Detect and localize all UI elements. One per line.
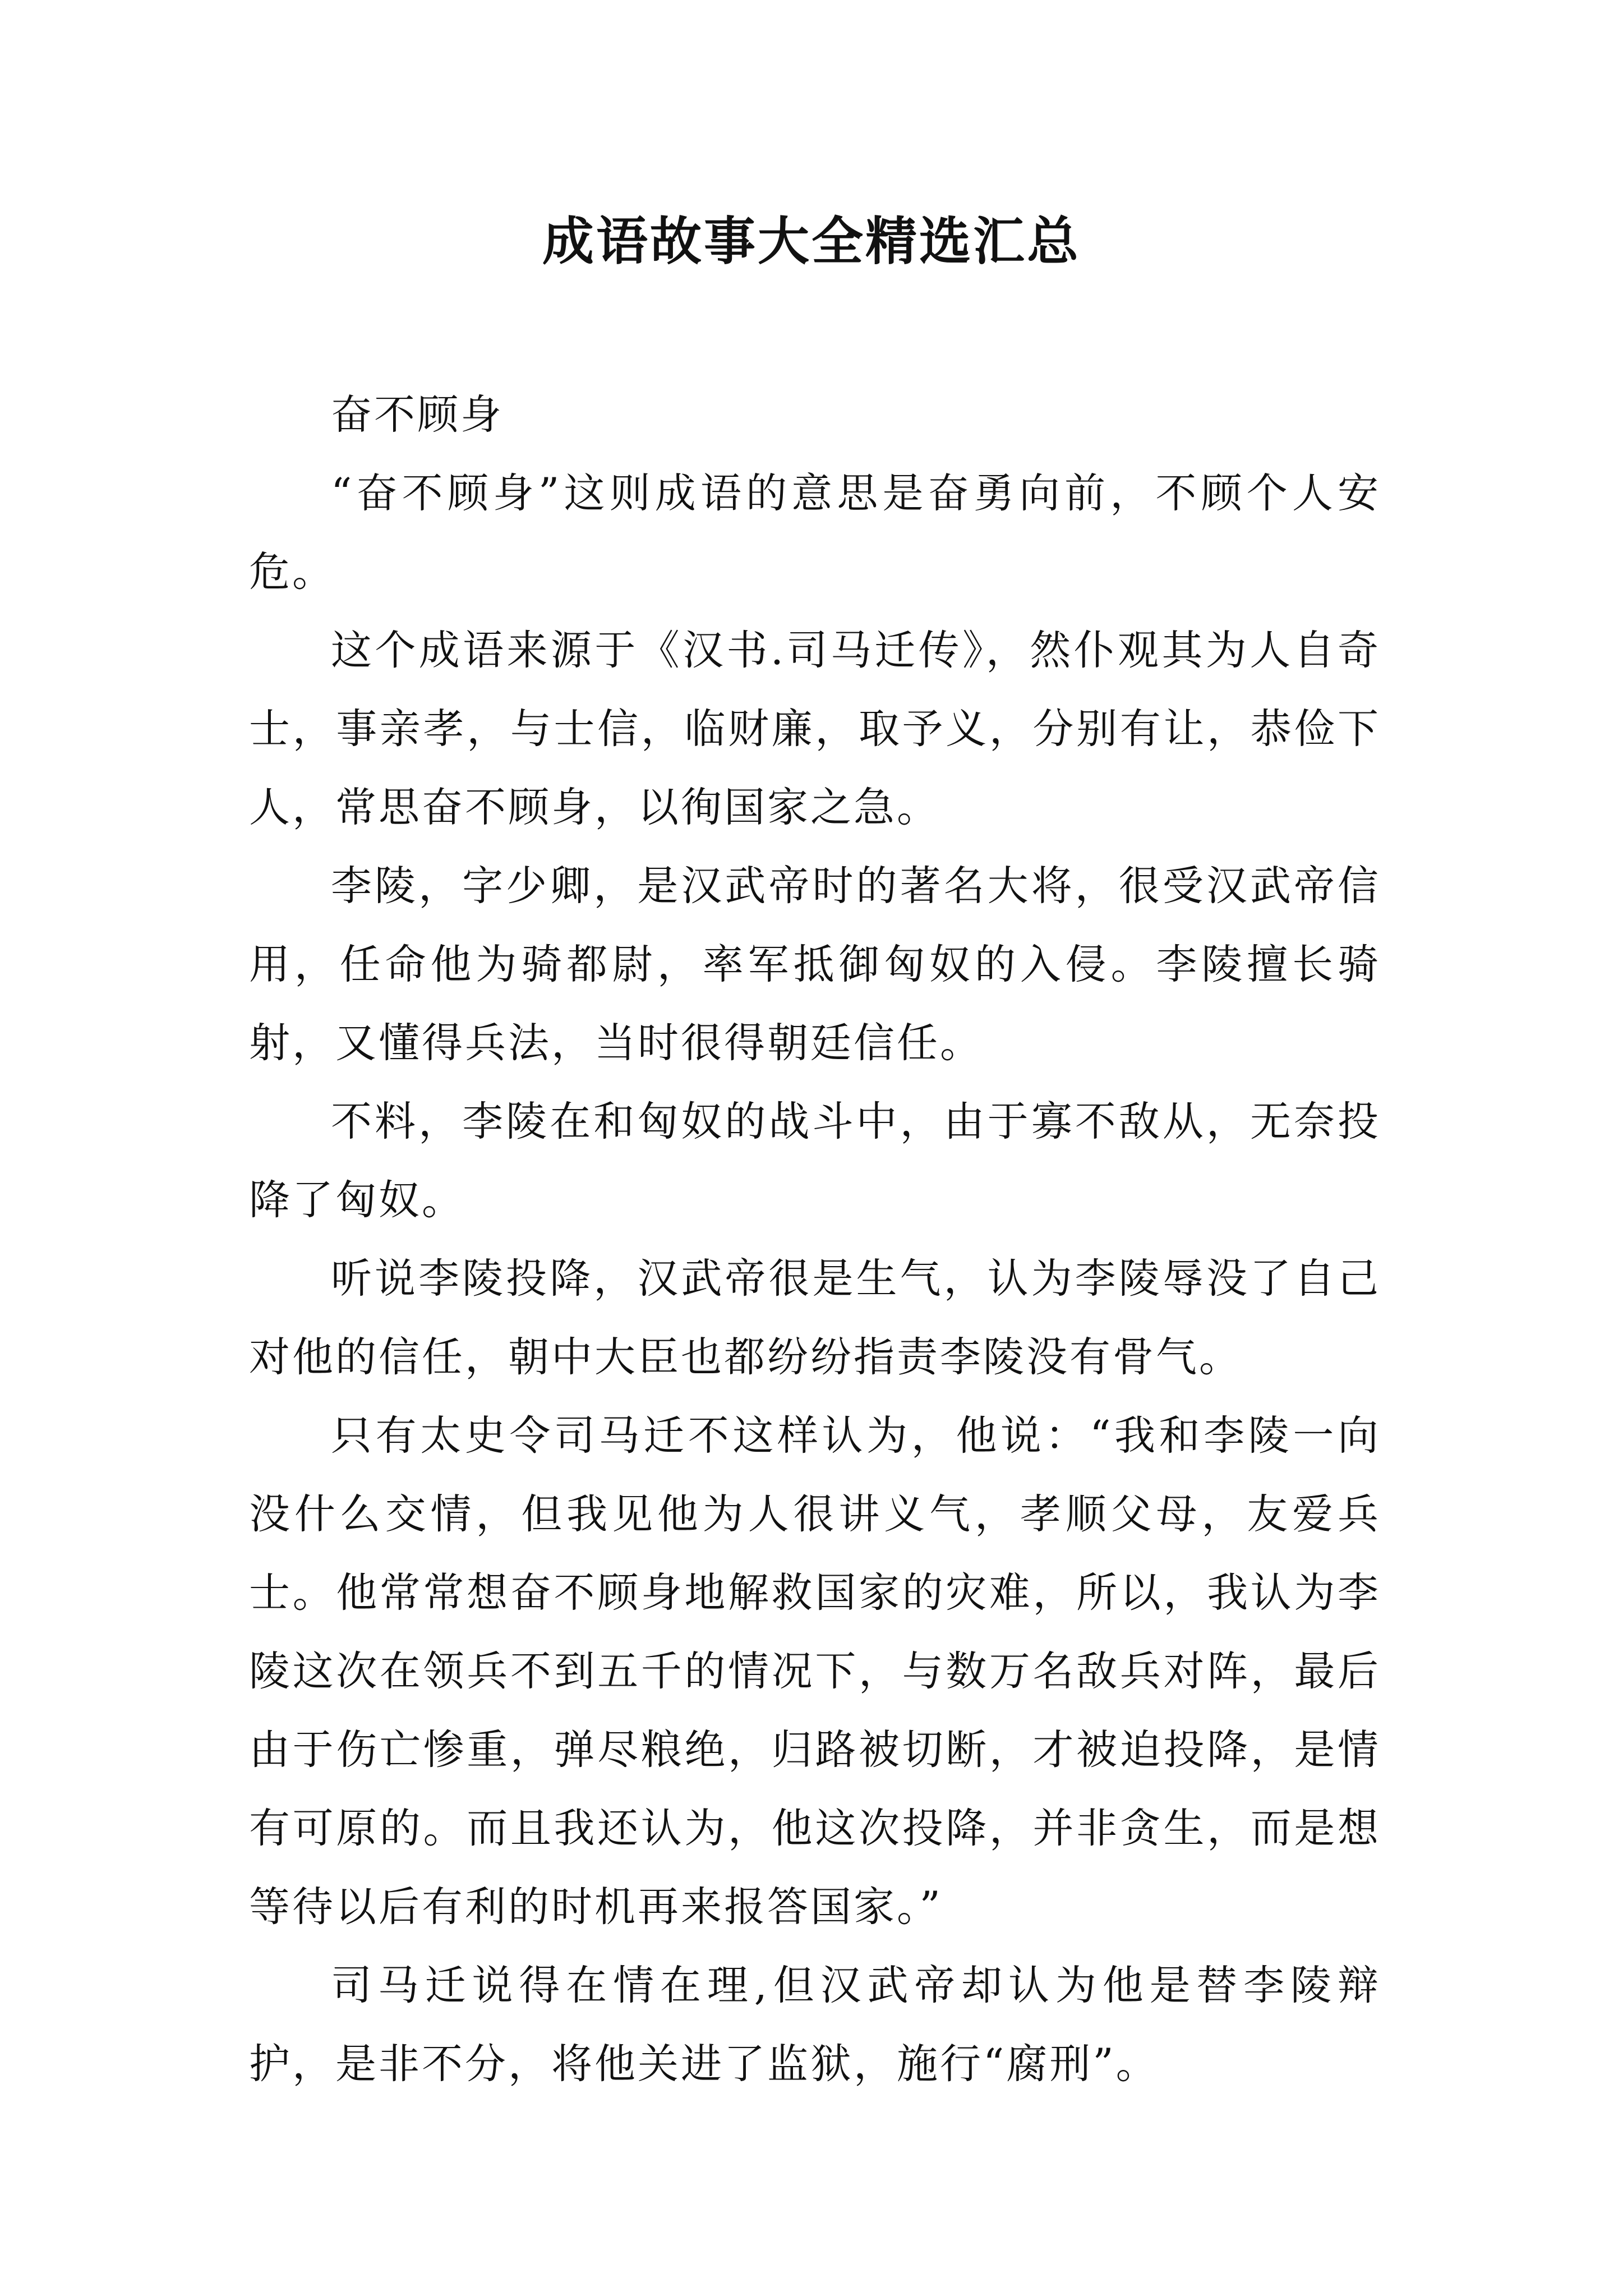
paragraph: “奋不顾身”这则成语的意思是奋勇向前，不顾个人安危。 bbox=[249, 470, 1381, 596]
paragraph: 司马迁说得在情在理,但汉武帝却认为他是替李陵辩护，是非不分，将他关进了监狱，施行“腐刑”。 bbox=[249, 1962, 1381, 2088]
paragraph-idiom-heading: 奋不顾身 bbox=[331, 391, 504, 439]
document-title: 成语故事大全精选汇总 bbox=[542, 211, 1081, 272]
paragraph: 不料，李陵在和匈奴的战斗中，由于寡不敌从，无奈投降了匈奴。 bbox=[249, 1098, 1381, 1224]
paragraph: 这个成语来源于《汉书.司马迁传》，然仆观其为人自奇士，事亲孝，与士信，临财廉，取予义，分别有让，恭俭下人，常思奋不顾身，以徇国家之急。 bbox=[249, 627, 1381, 831]
paragraph: 李陵，字少卿，是汉武帝时的著名大将，很受汉武帝信用，任命他为骑都尉，率军抵御匈奴的入侵。李陵擅长骑射，又懂得兵法，当时很得朝廷信任。 bbox=[249, 862, 1381, 1067]
paragraph: 听说李陵投降，汉武帝很是生气，认为李陵辱没了自己对他的信任，朝中大臣也都纷纷指责李陵没有骨气。 bbox=[249, 1255, 1381, 1381]
document-body bbox=[249, 376, 1381, 2104]
paragraph: 只有太史令司马迁不这样认为，他说：“我和李陵一向没什么交情，但我见他为人很讲义气，孝顺父母，友爱兵士。他常常想奋不顾身地解救国家的灾难，所以，我认为李陵这次在领兵不到五千的情况下，与数万名敌兵对阵，最后由于伤亡惨重，弹尽粮绝，归路被切断，才被迫投降，是情有可原的。而且我还认为，他这次投降，并非贪生，而是想等待以后有利的时机再来报答国家。” bbox=[249, 1412, 1381, 1931]
